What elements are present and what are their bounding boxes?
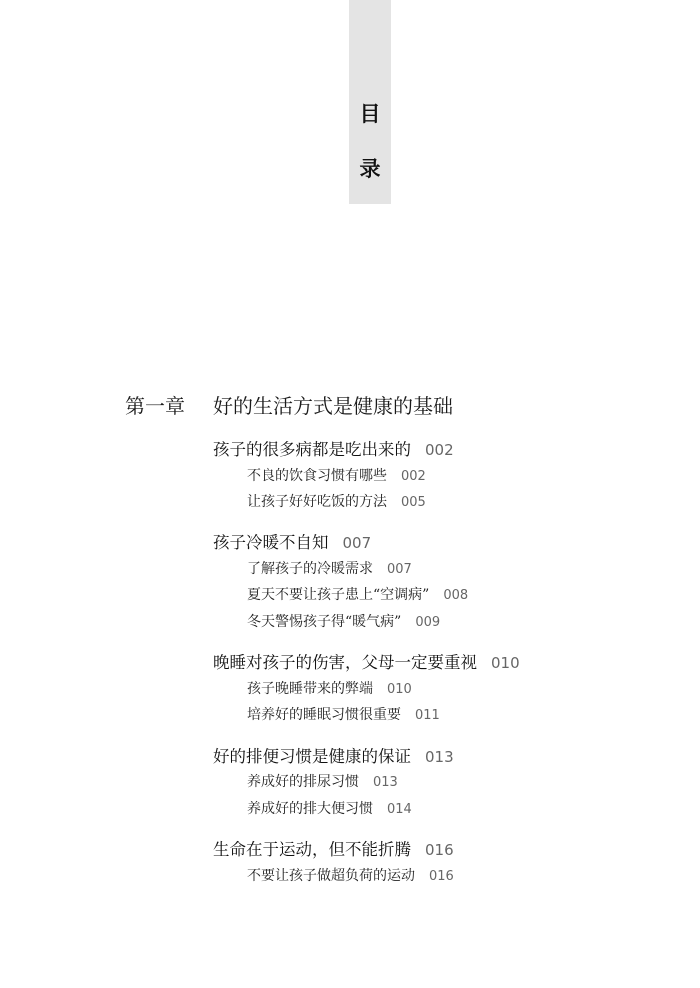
section-title: 晚睡对孩子的伤害，父母一定要重视: [213, 653, 477, 672]
section-title: 生命在于运动，但不能折腾: [213, 840, 411, 859]
chapter-heading[interactable]: [125, 393, 453, 419]
page-number: 002: [425, 441, 454, 459]
page-number: 007: [342, 534, 372, 552]
toc-section[interactable]: [213, 652, 520, 674]
chapter-title: 好的生活方式是健康的基础: [213, 394, 453, 418]
page-number: 008: [443, 588, 469, 603]
page-number: 010: [491, 654, 520, 672]
toc-title-tab: [349, 0, 391, 204]
subsection-title: 不要让孩子做超负荷的运动: [247, 868, 415, 884]
page-number: 016: [425, 841, 454, 859]
page-number: 005: [401, 495, 426, 510]
section-title: 孩子冷暖不自知: [213, 533, 329, 552]
subsection-title: 不良的饮食习惯有哪些: [247, 468, 387, 484]
section-title: 好的排便习惯是健康的保证: [213, 747, 411, 766]
subsection-title: 了解孩子的冷暖需求: [247, 561, 373, 577]
section-title: 孩子的很多病都是吃出来的: [213, 440, 411, 459]
subsection-title: 养成好的排大便习惯: [247, 801, 373, 817]
subsection-title: 夏天不要让孩子患上“空调病”: [247, 587, 430, 603]
toc-subsection[interactable]: [247, 705, 440, 726]
toc-subsection[interactable]: [247, 866, 454, 887]
toc-subsection[interactable]: [247, 466, 426, 487]
page-number: 013: [425, 748, 454, 766]
page-number: 013: [373, 775, 398, 790]
toc-subsection[interactable]: [247, 492, 426, 513]
toc-subsection[interactable]: [247, 772, 398, 793]
page-number: 010: [387, 682, 412, 697]
page-number: 002: [401, 469, 426, 484]
toc-subsection[interactable]: [247, 799, 412, 820]
subsection-title: 冬天警惕孩子得“暖气病”: [247, 614, 402, 630]
page-number: 014: [387, 802, 412, 817]
subsection-title: 孩子晚睡带来的弊端: [247, 681, 373, 697]
toc-subsection[interactable]: [247, 559, 412, 580]
toc-title-char: 录: [359, 156, 381, 181]
toc-section[interactable]: [213, 839, 454, 861]
page-number: 007: [387, 562, 412, 577]
page-number: 016: [429, 869, 454, 884]
toc-subsection[interactable]: [247, 679, 412, 700]
toc-section[interactable]: [213, 439, 454, 461]
toc-subsection[interactable]: [247, 612, 440, 633]
toc-title-char: 目: [359, 101, 381, 126]
subsection-title: 培养好的睡眠习惯很重要: [247, 707, 401, 723]
chapter-number: 第一章: [125, 394, 185, 418]
page-number: 011: [415, 708, 440, 723]
toc-subsection[interactable]: [247, 585, 468, 606]
toc-section[interactable]: [213, 532, 371, 554]
subsection-title: 让孩子好好吃饭的方法: [247, 494, 387, 510]
toc-section[interactable]: [213, 746, 454, 768]
page-number: 009: [415, 615, 441, 630]
subsection-title: 养成好的排尿习惯: [247, 774, 359, 790]
